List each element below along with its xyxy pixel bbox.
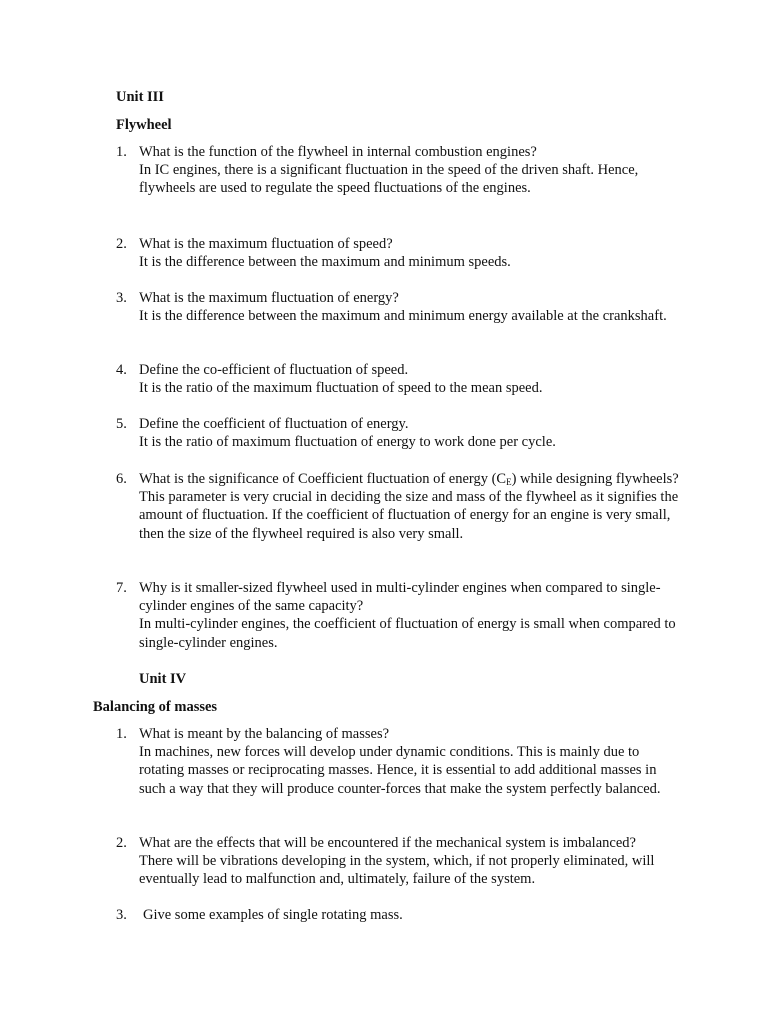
list-item (116, 725, 686, 798)
item-number: 4. (116, 362, 127, 378)
unit-4-subtitle: Balancing of masses (93, 699, 218, 715)
list-item (116, 289, 686, 325)
item-number: 3. (116, 290, 127, 306)
answer-text: In IC engines, there is a significant fluctuation in the speed of the driven shaft. Hence, flywheels are used to regulate the speed fluctuations of the engines. (139, 162, 639, 197)
list-item (116, 470, 686, 543)
question-text-start: What is the significance of Coefficient fluctuation of energy (C (139, 471, 507, 487)
question-text: What is the maximum fluctuation of speed? (139, 236, 393, 252)
question-text: Define the coefficient of fluctuation of energy. (139, 416, 409, 432)
list-item (116, 143, 686, 198)
list-item (116, 235, 686, 271)
answer-text: It is the ratio of the maximum fluctuation of speed to the mean speed. (139, 380, 543, 397)
list-item (116, 415, 686, 451)
item-number: 1. (116, 726, 127, 742)
item-number: 2. (116, 835, 127, 851)
unit-3-title: Unit III (116, 89, 164, 105)
answer-text: This parameter is very crucial in deciding the size and mass of the flywheel as it signifies the amount of fluctuation. If the coefficient of fluctuation of energy for an engine is very small, then the size of the flywheel required is also very small. (139, 489, 679, 542)
answer-text: In multi-cylinder engines, the coefficient of fluctuation of energy is small when compared to single-cylinder engines. (139, 616, 676, 651)
item-number: 3. (116, 907, 127, 923)
question-text: What are the effects that will be encountered if the mechanical system is imbalanced? (139, 835, 636, 851)
question-text: Why is it smaller-sized flywheel used in multi-cylinder engines when compared to single-cylinder engines of the same capacity? (139, 580, 661, 615)
list-item (116, 361, 686, 397)
question-text: What is meant by the balancing of masses? (139, 726, 390, 742)
item-number: 2. (116, 236, 127, 252)
unit-3-subtitle: Flywheel (116, 117, 172, 133)
item-number: 6. (116, 471, 127, 487)
answer-text: It is the difference between the maximum and minimum energy available at the crankshaft. (139, 308, 667, 325)
list-item (116, 579, 686, 652)
list-item (116, 834, 686, 889)
question-text: Give some examples of single rotating mass. (143, 907, 403, 923)
item-number: 7. (116, 580, 127, 596)
question-text: Define the co-efficient of fluctuation of speed. (139, 362, 409, 378)
unit-4-title: Unit IV (139, 671, 187, 687)
question-text: What is the maximum fluctuation of energy? (139, 290, 399, 306)
question-text-end: ) while designing flywheels? (511, 471, 679, 487)
item-number: 1. (116, 144, 127, 160)
answer-text: There will be vibrations developing in the system, which, if not properly eliminated, will eventually lead to malfunction and, ultimately, failure of the system. (139, 853, 655, 888)
answer-text: In machines, new forces will develop under dynamic conditions. This is mainly due to rotating masses or reciprocating masses. Hence, it is essential to add additional masses in such a way that they will produce counter-forces that make the system perfectly balanced. (139, 744, 661, 797)
question-text (139, 470, 686, 488)
item-number: 5. (116, 416, 127, 432)
subscript-e: E (506, 477, 512, 487)
list-item (116, 906, 686, 924)
answer-text: It is the difference between the maximum and minimum speeds. (139, 254, 511, 271)
answer-text: It is the ratio of maximum fluctuation of energy to work done per cycle. (139, 434, 556, 451)
question-text: What is the function of the flywheel in internal combustion engines? (139, 144, 537, 160)
